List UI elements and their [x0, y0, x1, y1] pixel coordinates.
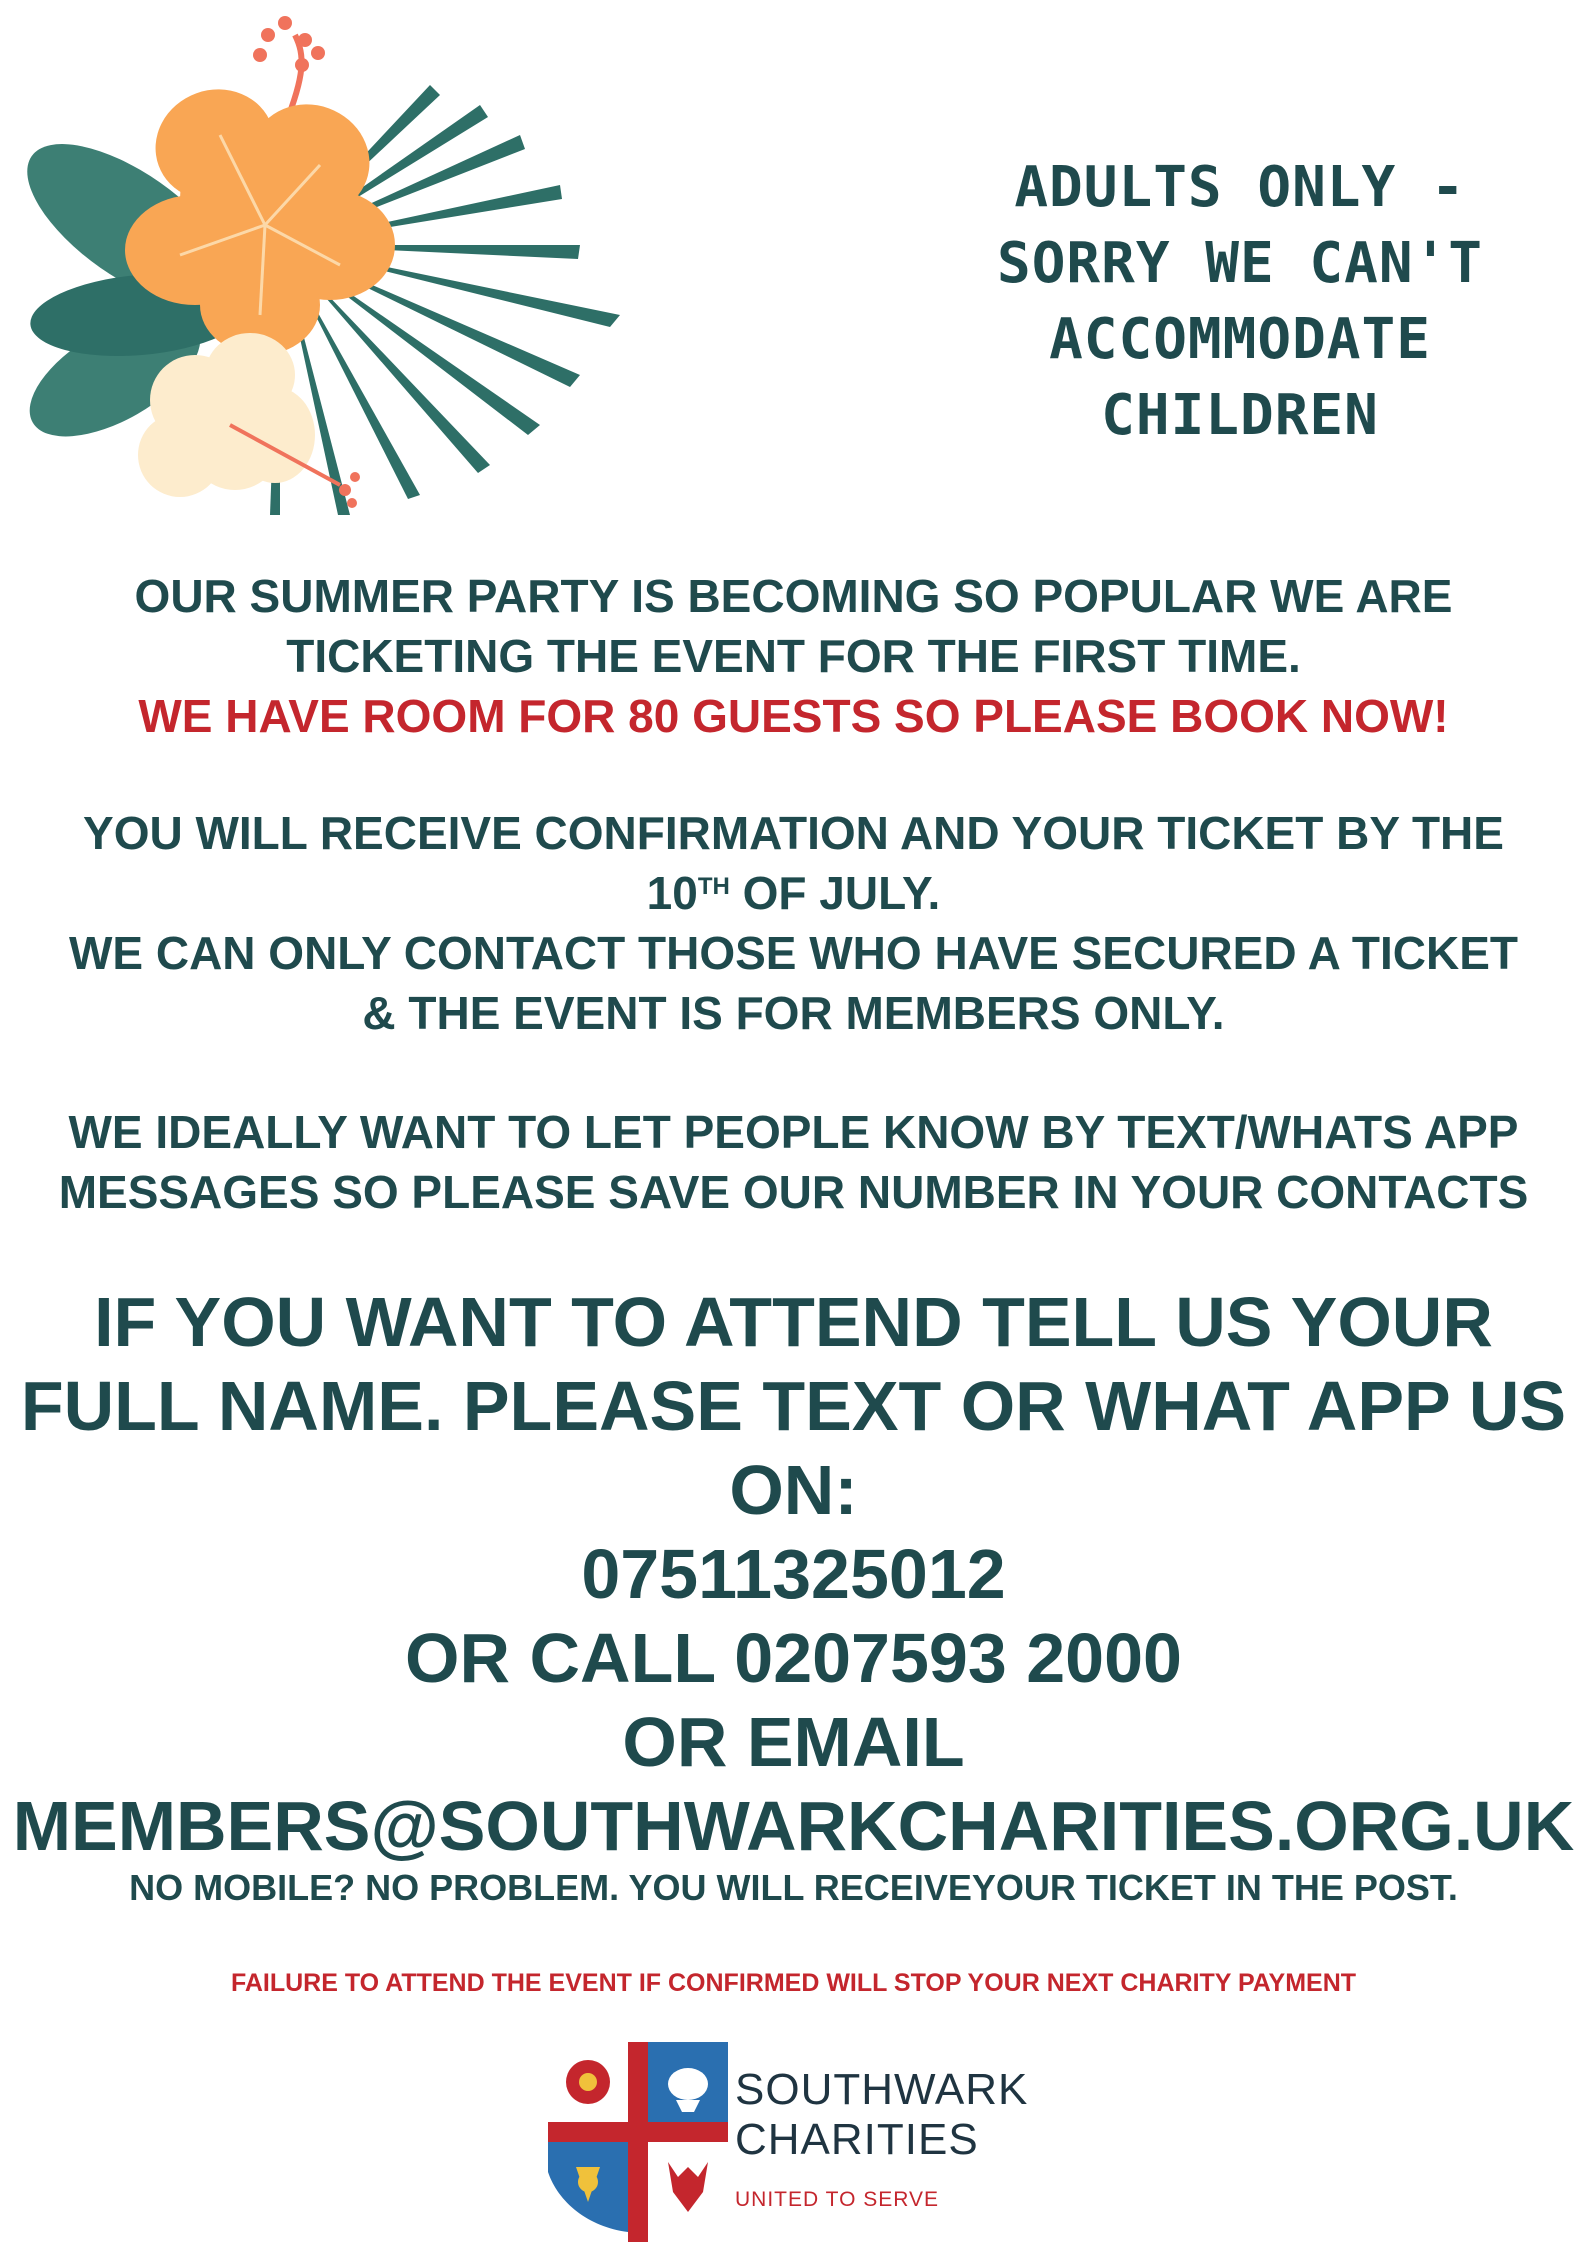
email-address[interactable]: MEMBERS@SOUTHWARKCHARITIES.ORG.UK	[12, 1787, 1575, 1865]
adults-notice-line: CHILDREN	[1101, 383, 1379, 448]
adults-notice-line: ADULTS ONLY -	[1014, 155, 1466, 220]
email-prefix: OR EMAIL	[622, 1703, 965, 1781]
intro-line: TICKETING THE EVENT FOR THE FIRST TIME.	[286, 630, 1301, 682]
contact-line: FULL NAME. PLEASE TEXT OR WHAT APP US	[20, 1367, 1567, 1445]
tropical-flower-illustration	[20, 15, 640, 535]
adults-notice-line: ACCOMMODATE	[1049, 307, 1431, 372]
contact-details	[0, 1280, 1587, 1868]
messaging-line: MESSAGES SO PLEASE SAVE OUR NUMBER IN YOUR CONTACTS	[58, 1166, 1529, 1218]
booking-highlight: WE HAVE ROOM FOR 80 GUESTS SO PLEASE BOOK NOW!	[138, 690, 1449, 742]
confirmation-date: 10TH OF JULY.	[646, 867, 941, 919]
contact-line: IF YOU WANT TO ATTEND TELL US YOUR	[94, 1283, 1493, 1361]
logo-text	[735, 2065, 1028, 2215]
intro-paragraph	[0, 566, 1587, 746]
confirmation-line: YOU WILL RECEIVE CONFIRMATION AND YOUR TICKET BY THE	[83, 807, 1504, 859]
logo-tagline: UNITED TO SERVE	[735, 2188, 940, 2211]
confirmation-line: WE CAN ONLY CONTACT THOSE WHO HAVE SECURED A TICKET	[68, 927, 1519, 979]
messaging-line: WE IDEALLY WANT TO LET PEOPLE KNOW BY TEXT/WHATS APP	[68, 1106, 1519, 1158]
messaging-paragraph	[0, 1102, 1587, 1222]
logo-name-line: SOUTHWARK	[735, 2065, 1029, 2114]
logo-name-line: CHARITIES	[735, 2115, 979, 2164]
stamen-icon	[253, 16, 325, 72]
no-mobile-note: NO MOBILE? NO PROBLEM. YOU WILL RECEIVEYOUR TICKET IN THE POST.	[129, 1867, 1458, 1908]
phone-number[interactable]: OR CALL 0207593 2000	[405, 1619, 1182, 1697]
attendance-warning: FAILURE TO ATTEND THE EVENT IF CONFIRMED WILL STOP YOUR NEXT CHARITY PAYMENT	[230, 1969, 1357, 1997]
contact-line: ON:	[729, 1451, 858, 1529]
confirmation-paragraph	[0, 803, 1587, 1043]
mobile-number[interactable]: 07511325012	[581, 1535, 1006, 1613]
tudor-rose-icon	[566, 2060, 610, 2104]
confirmation-line: & THE EVENT IS FOR MEMBERS ONLY.	[362, 987, 1225, 1039]
adults-only-notice	[960, 150, 1520, 454]
adults-notice-line: SORRY WE CAN'T	[996, 231, 1483, 296]
intro-line: OUR SUMMER PARTY IS BECOMING SO POPULAR WE ARE	[134, 570, 1453, 622]
